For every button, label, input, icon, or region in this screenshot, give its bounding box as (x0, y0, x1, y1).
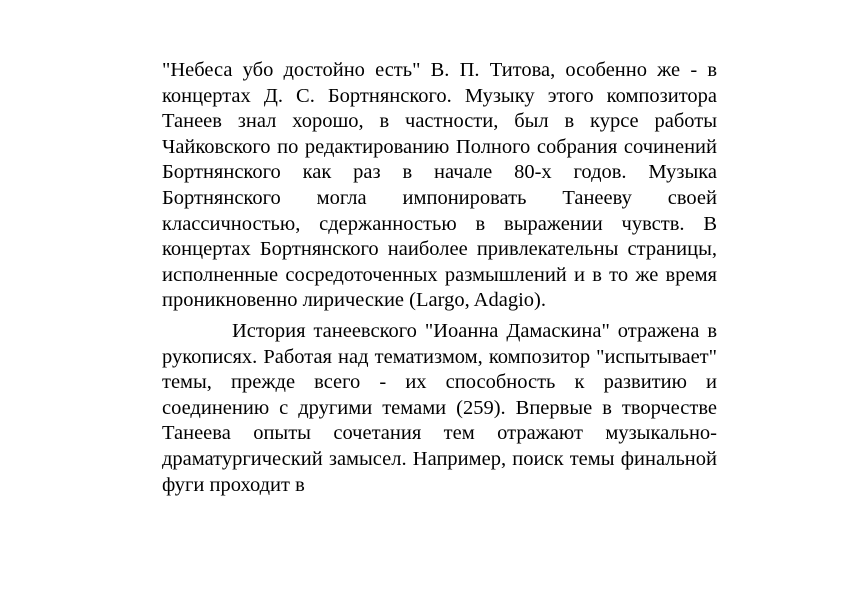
body-text (162, 58, 717, 498)
paragraph-2: История танеевского "Иоанна Дамаскина" отражена в рукописях. Работая над тематизмом, композитор "испытывает" темы, прежде всего - их способность к развитию и соединению с другими темами (259). Впервые в творчестве Танеева опыты сочетания тем отражают музыкально-драматургический замысел. Например, поиск темы финальной фуги проходит в (162, 319, 717, 496)
paragraph-1: "Небеса убо достойно есть" В. П. Титова, особенно же - в концертах Д. С. Бортнянского. Музыку этого композитора Танеев знал хорошо, в частности, был в курсе работы Чайковского по редактированию Полного собрания сочинений Бортнянского как раз в начале 80-х годов. Музыка Бортнянского могла импонировать Танееву своей классичностью, сдержанностью в выражении чувств. В концертах Бортнянского наиболее привлекательны страницы, исполненные сосредоточенных размышлений и в то же время проникновенно лирические (Largo, Adagio). (162, 59, 717, 312)
